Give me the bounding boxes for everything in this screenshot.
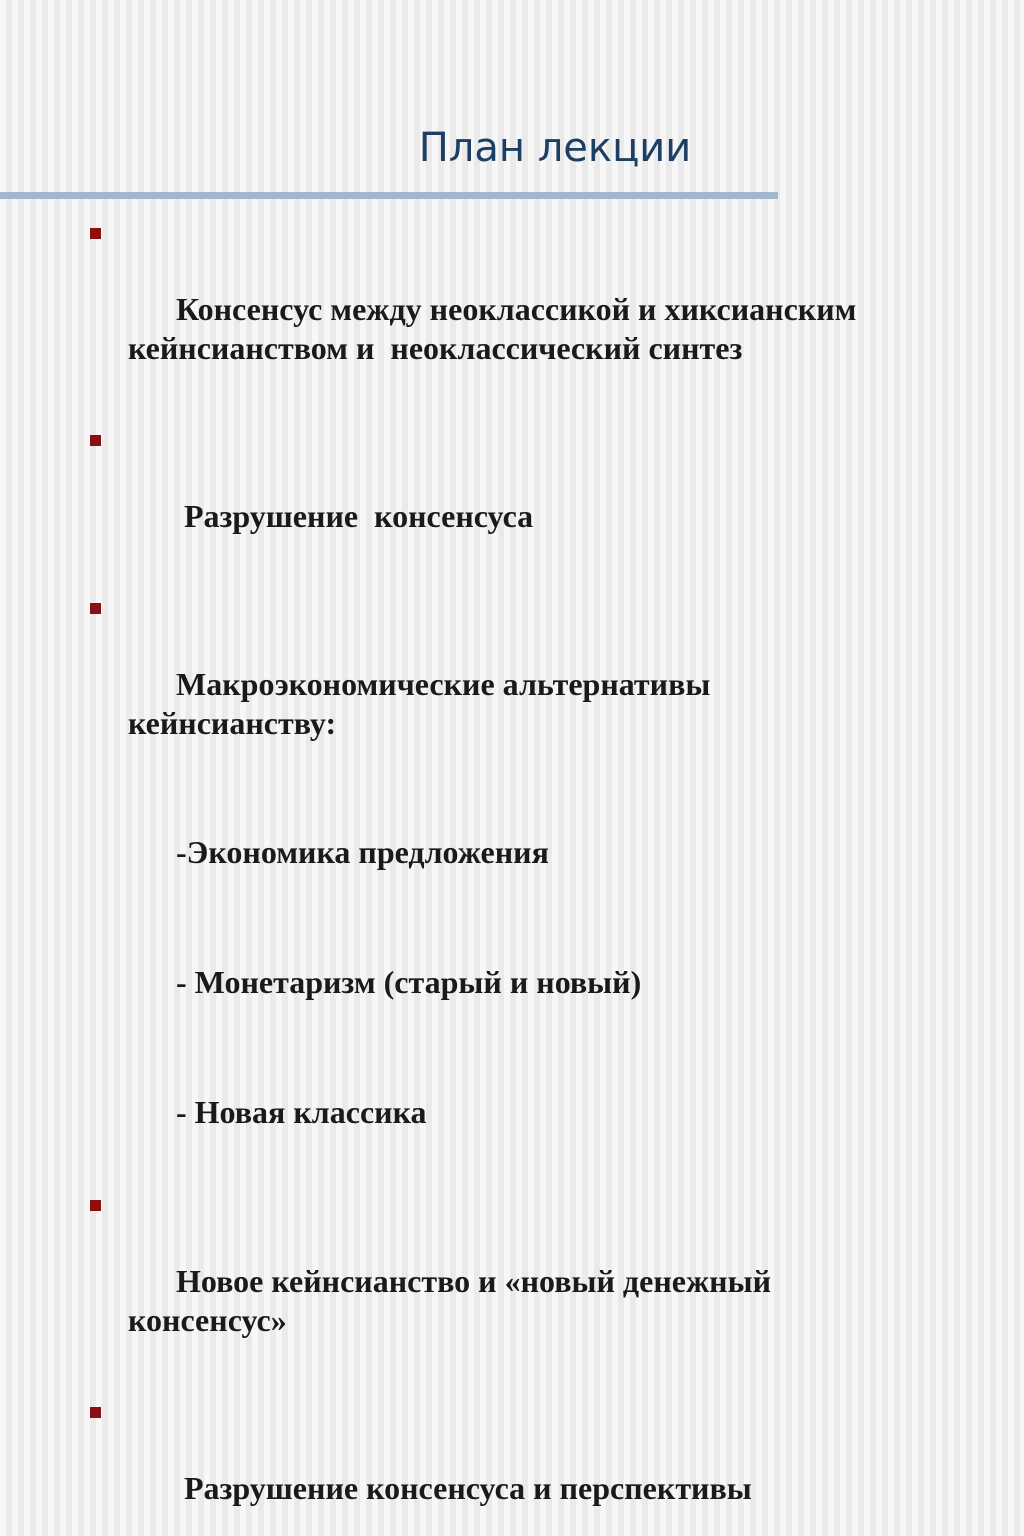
sub-list-item	[90, 1054, 990, 1171]
square-bullet-icon	[90, 435, 101, 446]
square-bullet-icon	[90, 1200, 101, 1211]
square-bullet-icon	[90, 1407, 101, 1418]
sub-list-item	[90, 794, 990, 911]
slide-title: План лекции	[418, 125, 692, 171]
sub-list-item-text: -Экономика предложения	[176, 834, 549, 870]
square-bullet-icon	[90, 603, 101, 614]
list-item-text: Новое кейнсианство и «новый денежный консенсус»	[128, 1263, 772, 1338]
list-item-text: Консенсус между неоклассикой и хиксианским кейнсианством и неоклассический синтез	[128, 291, 857, 366]
square-bullet-icon	[90, 228, 101, 239]
list-item	[90, 587, 990, 782]
list-item	[90, 212, 990, 407]
list-item	[90, 419, 990, 575]
list-item-text: Разрушение консенсуса	[176, 498, 534, 534]
sub-list-item-text: - Новая классика	[176, 1094, 427, 1130]
list-item-text: Макроэкономические альтернативы кейнсианству:	[128, 666, 711, 741]
list-item-text: Разрушение консенсуса и перспективы	[176, 1470, 752, 1506]
sub-list-item	[90, 924, 990, 1041]
list-item	[90, 1184, 990, 1379]
sub-list-item-text: - Монетаризм (старый и новый)	[176, 964, 642, 1000]
list-item	[90, 1391, 990, 1536]
title-divider	[0, 192, 778, 199]
lecture-plan-list	[90, 212, 990, 1536]
